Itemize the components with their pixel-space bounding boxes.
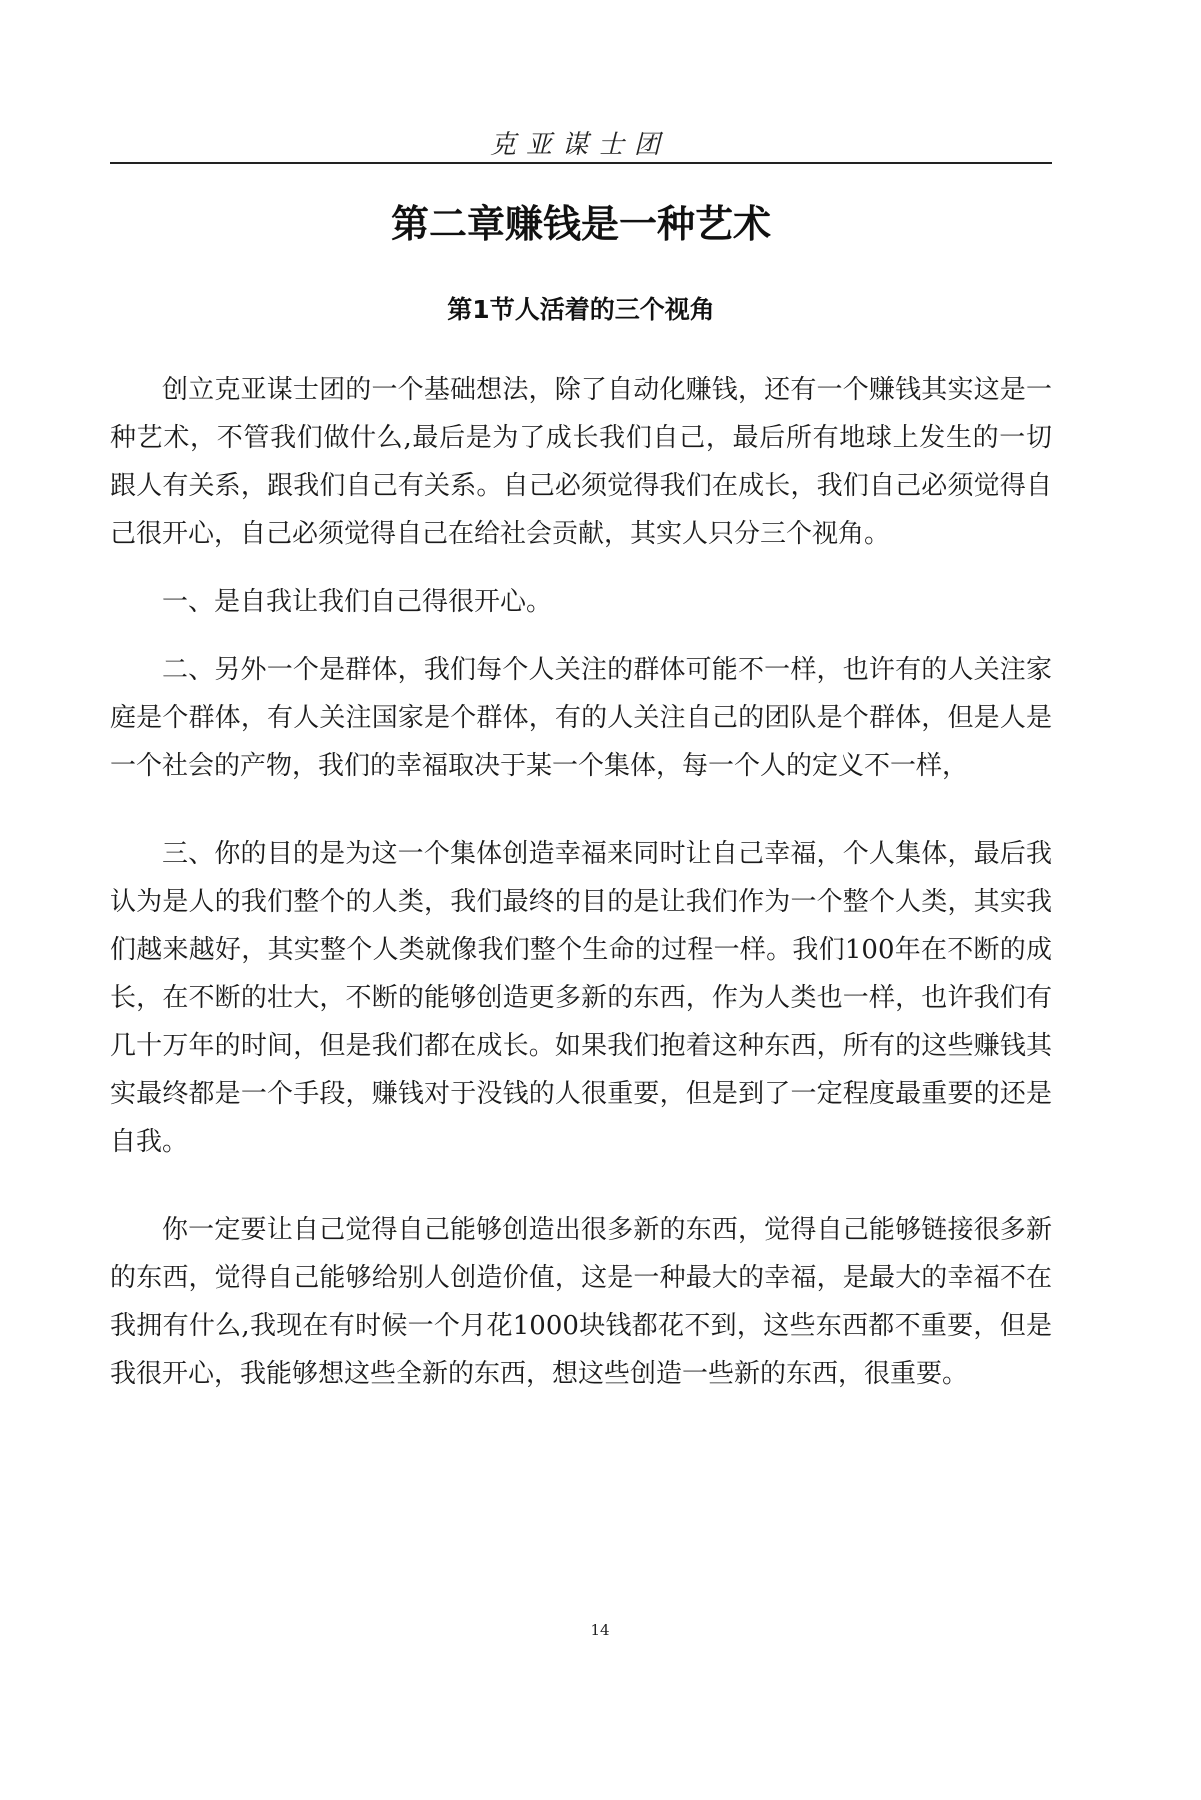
paragraph-intro: 创立克亚谋士团的一个基础想法，除了自动化赚钱，还有一个赚钱其实这是一种艺术，不管我们做什么,最后是为了成长我们自己，最后所有地球上发生的一切跟人有关系，跟我们自己有关系。自己必须觉得我们在成长，我们自己必须觉得自己很开心，自己必须觉得自己在给社会贡献，其实人只分三个视角。	[110, 375, 1052, 549]
page-number: 14	[590, 1621, 610, 1639]
section-title: 第1节人活着的三个视角	[447, 295, 715, 324]
running-header: 克亚谋士团	[489, 130, 670, 160]
body-text	[110, 366, 1052, 1398]
header-rule	[110, 162, 1052, 164]
chapter-title: 第二章赚钱是一种艺术	[390, 202, 771, 246]
paragraph-point-three: 三、你的目的是为这一个集体创造幸福来同时让自己幸福，个人集体，最后我认为是人的我们整个的人类，我们最终的目的是让我们作为一个整个人类，其实我们越来越好，其实整个人类就像我们整个生命的过程一样。我们100年在不断的成长，在不断的壮大，不断的能够创造更多新的东西，作为人类也一样，也许我们有几十万年的时间，但是我们都在成长。如果我们抱着这种东西，所有的这些赚钱其实最终都是一个手段，赚钱对于没钱的人很重要，但是到了一定程度最重要的还是自我。	[110, 839, 1052, 1157]
paragraph-conclusion: 你一定要让自己觉得自己能够创造出很多新的东西，觉得自己能够链接很多新的东西，觉得自己能够给别人创造价值，这是一种最大的幸福，是最大的幸福不在我拥有什么,我现在有时候一个月花1000块钱都花不到，这些东西都不重要，但是我很开心，我能够想这些全新的东西，想这些创造一些新的东西，很重要。	[110, 1215, 1052, 1389]
paragraph-point-two: 二、另外一个是群体，我们每个人关注的群体可能不一样，也许有的人关注家庭是个群体，有人关注国家是个群体，有的人关注自己的团队是个群体，但是人是一个社会的产物，我们的幸福取决于某一个集体，每一个人的定义不一样，	[110, 655, 1052, 781]
paragraph-point-one: 一、是自我让我们自己得很开心。	[162, 587, 553, 617]
